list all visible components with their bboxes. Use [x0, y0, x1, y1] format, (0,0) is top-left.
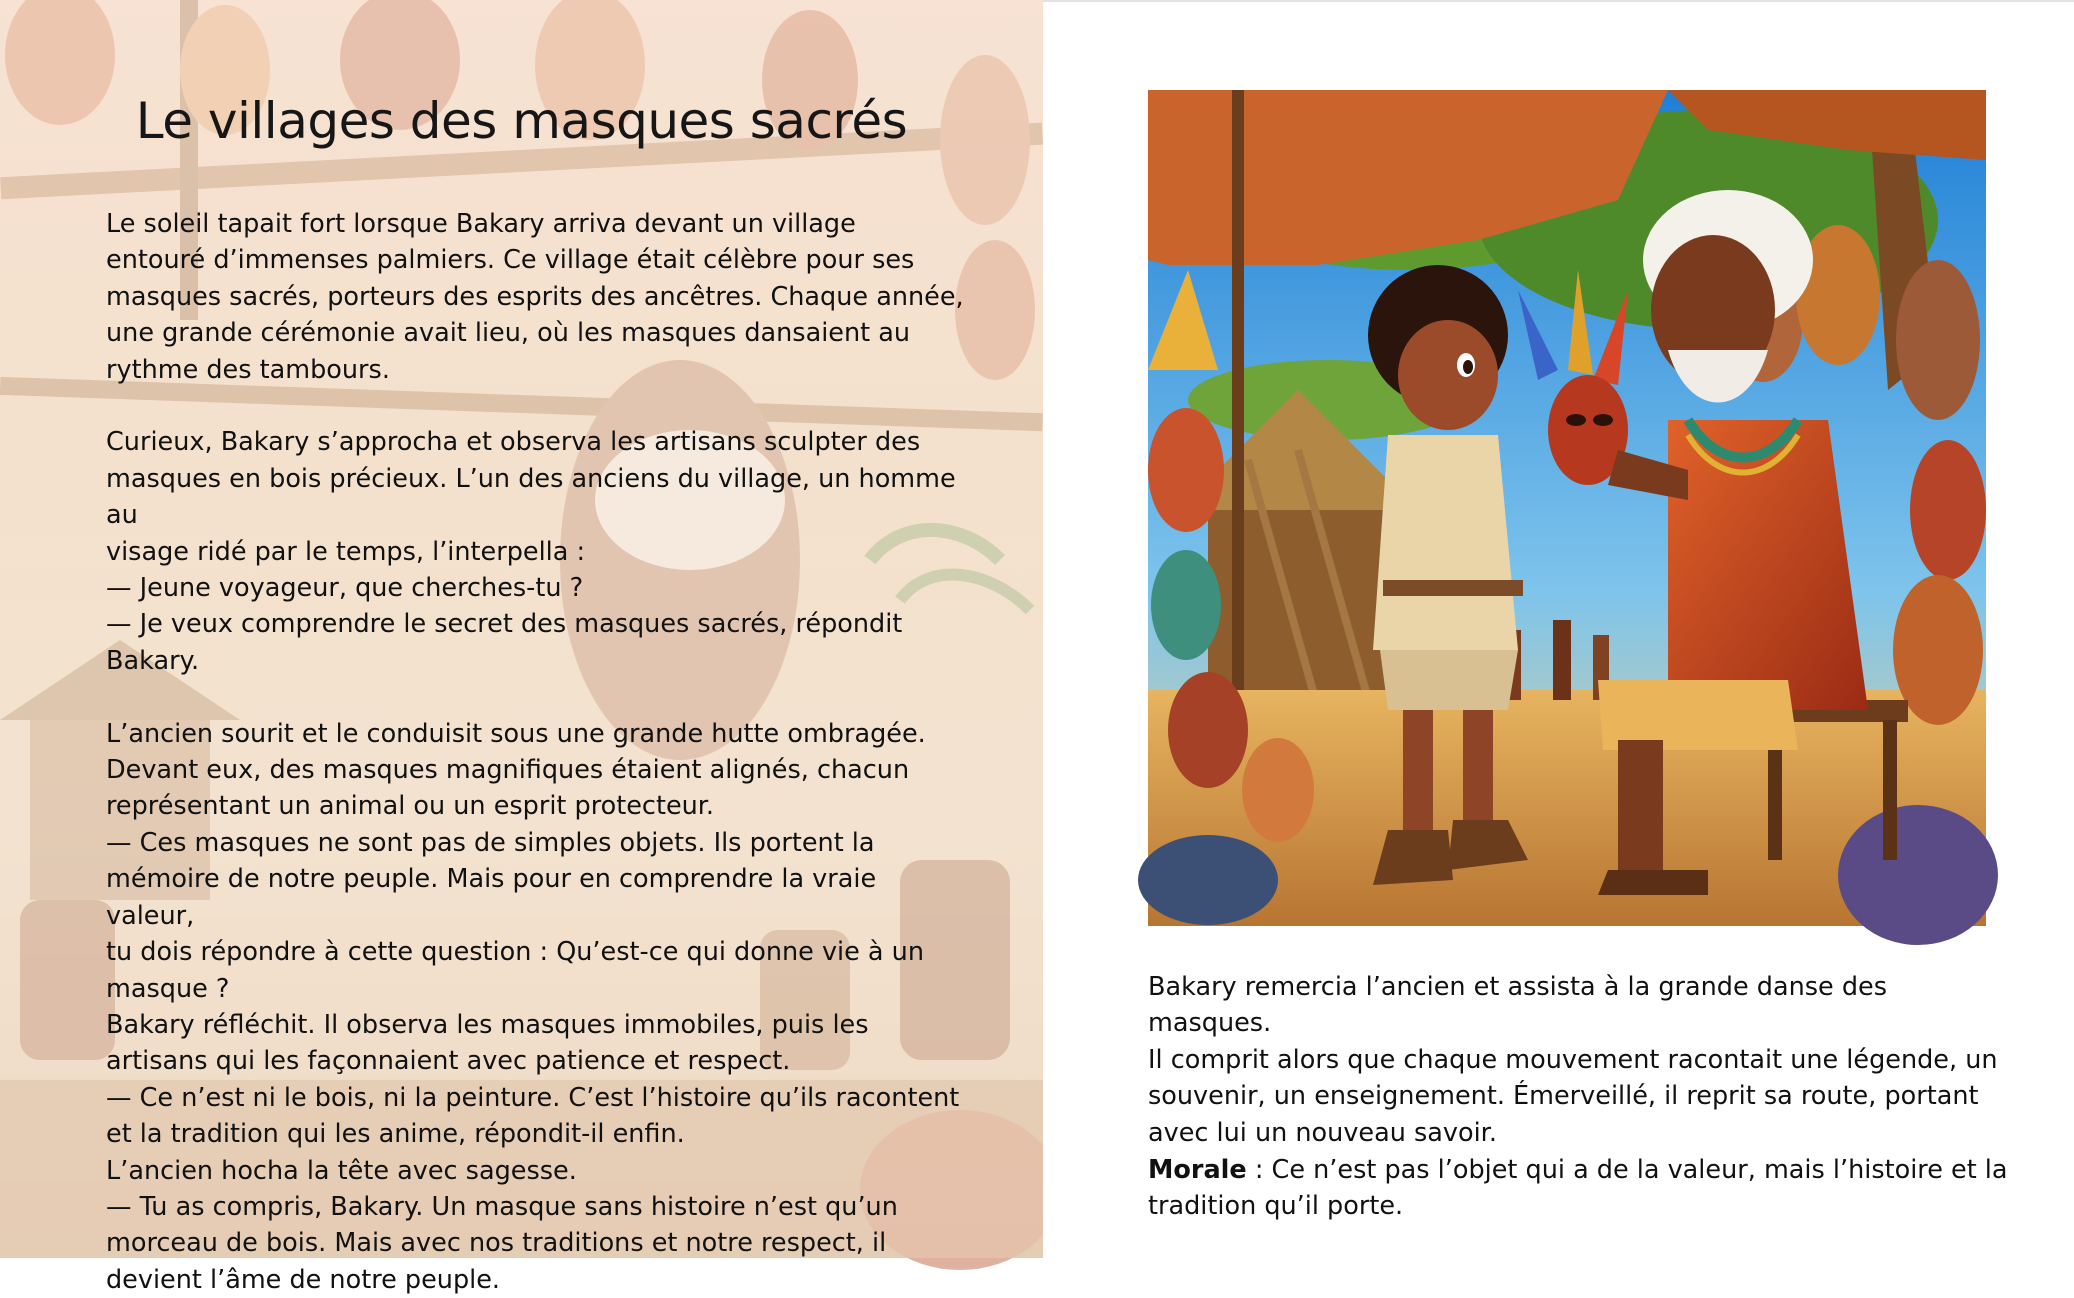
story-line: masques en bois précieux. L’un des anciens du village, un homme au: [106, 463, 956, 531]
story-line: Bakary.: [106, 645, 200, 676]
moral-line-2: tradition qu’il porte.: [1148, 1191, 1404, 1222]
ending-line: avec lui un nouveau savoir.: [1148, 1117, 1497, 1148]
story-line: artisans qui les façonnaient avec patience et respect.: [106, 1046, 791, 1077]
ending-line: souvenir, un enseignement. Émerveillé, il reprit sa route, portant: [1148, 1081, 1979, 1112]
ending-text: [1148, 969, 2008, 1151]
story-line: — Ce n’est ni le bois, ni la peinture. C’est l’histoire qu’ils racontent: [106, 1082, 960, 1113]
story-line: — Je veux comprendre le secret des masques sacrés, répondit: [106, 609, 903, 640]
paragraph-gap: [106, 679, 966, 715]
story-line: Devant eux, des masques magnifiques étaient alignés, chacun: [106, 755, 910, 786]
story-line: — Jeune voyageur, que cherches-tu ?: [106, 573, 584, 604]
moral-text: : Ce n’est pas l’objet qui a de la valeur, mais l’histoire et la: [1246, 1155, 2008, 1185]
story-line: et la tradition qui les anime, répondit-il enfin.: [106, 1119, 685, 1150]
story-line: mémoire de notre peuple. Mais pour en comprendre la vraie valeur,: [106, 864, 877, 931]
story-text: [106, 206, 966, 1298]
moral-line-1: [1148, 1152, 2008, 1188]
paragraph-gap: [106, 388, 966, 424]
ending-line: Il comprit alors que chaque mouvement racontait une légende, un: [1148, 1044, 1998, 1075]
ending-line: Bakary remercia l’ancien et assista à la grande danse des masques.: [1148, 972, 1887, 1039]
moral-label: Morale: [1148, 1155, 1247, 1185]
story-line: Bakary réfléchit. Il observa les masques immobiles, puis les: [106, 1009, 869, 1040]
page-title: Le villages des masques sacrés: [135, 92, 908, 150]
story-line: rythme des tambours.: [106, 354, 390, 385]
story-line: une grande cérémonie avait lieu, où les masques dansaient au: [106, 318, 911, 349]
story-line: morceau de bois. Mais avec nos traditions et notre respect, il: [106, 1228, 887, 1259]
boy-and-elder-illustration: [1148, 90, 1986, 926]
story-line: Curieux, Bakary s’approcha et observa les artisans sculpter des: [106, 427, 921, 458]
right-page: [1043, 0, 2074, 1260]
story-line: L’ancien sourit et le conduisit sous une grande hutte ombragée.: [106, 718, 926, 749]
story-line: masque ?: [106, 973, 230, 1004]
story-line: tu dois répondre à cette question : Qu’est-ce qui donne vie à un: [106, 937, 924, 968]
story-line: devient l’âme de notre peuple.: [106, 1264, 501, 1295]
story-line: — Tu as compris, Bakary. Un masque sans histoire n’est qu’un: [106, 1191, 898, 1222]
story-line: L’ancien hocha la tête avec sagesse.: [106, 1155, 577, 1186]
story-line: — Ces masques ne sont pas de simples objets. Ils portent la: [106, 827, 875, 858]
story-line: masques sacrés, porteurs des esprits des ancêtres. Chaque année,: [106, 281, 964, 312]
moral: [1148, 1152, 2008, 1225]
story-line: représentant un animal ou un esprit protecteur.: [106, 791, 715, 822]
story-line: Le soleil tapait fort lorsque Bakary arriva devant un village: [106, 209, 856, 239]
story-line: visage ridé par le temps, l’interpella :: [106, 536, 586, 567]
story-line: entouré d’immenses palmiers. Ce village était célèbre pour ses: [106, 245, 915, 276]
